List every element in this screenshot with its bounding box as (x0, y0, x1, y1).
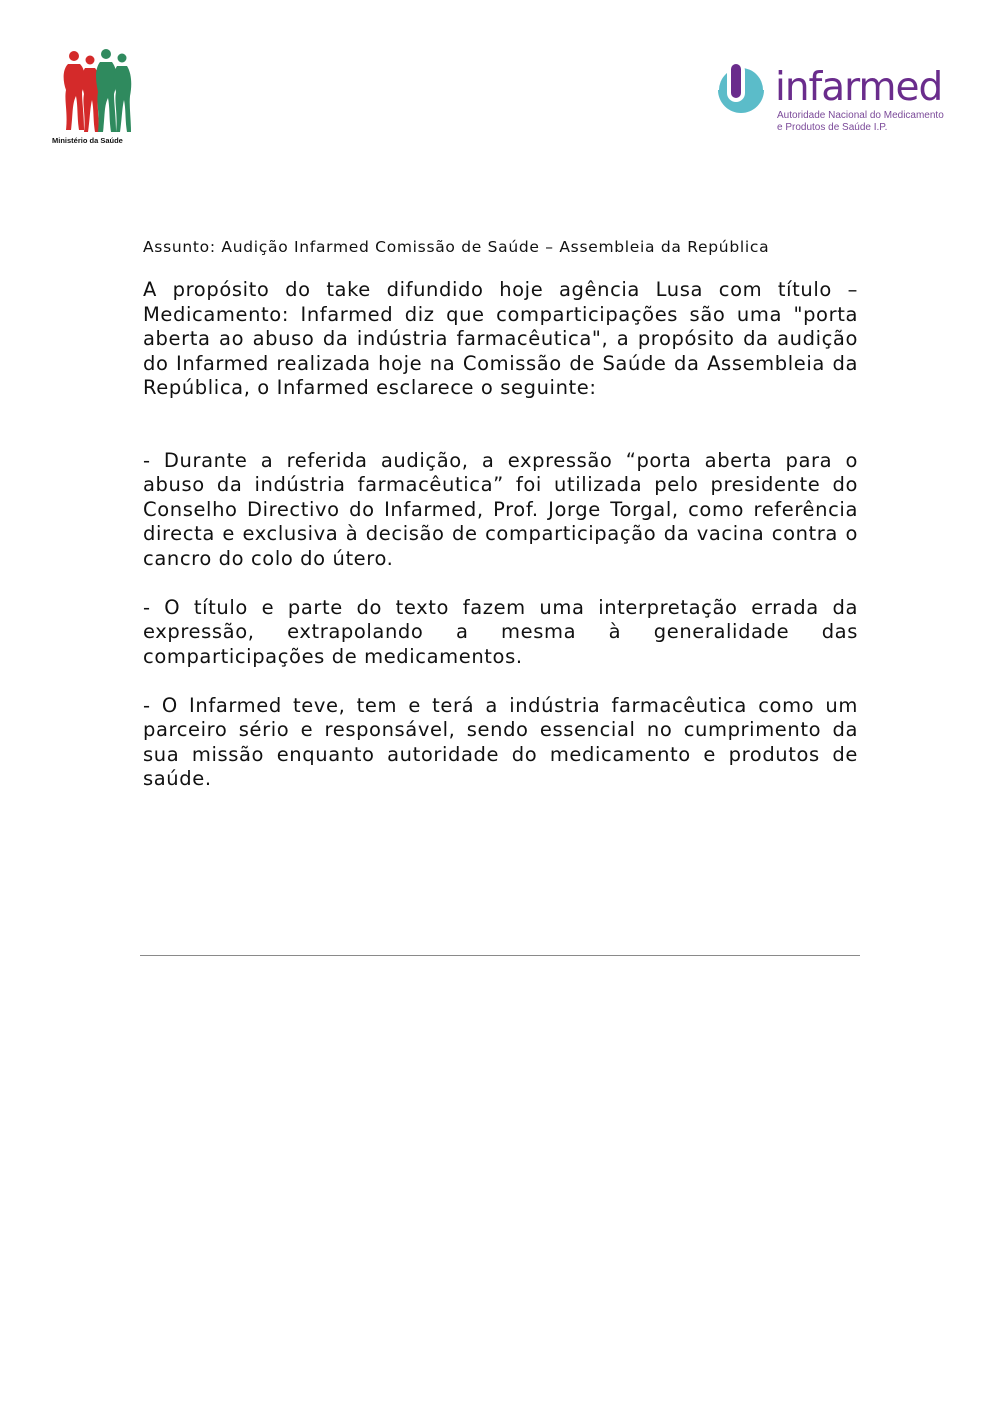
intro-paragraph: A propósito do take difundido hoje agência Lusa com título – Medicamento: Infarmed diz que comparticipações são uma "porta aberta ao abuso da indústria farmacêutica", a propósito da audição do Infarmed realizada hoje na Comissão de Saúde da Assembleia da República, o Infarmed esclarece o seguinte: (143, 278, 858, 399)
divider-line (140, 955, 860, 956)
brand-tagline (777, 110, 944, 134)
infarmed-logo (714, 62, 944, 142)
brand-name: infarmed (775, 65, 943, 110)
ministerio-da-saude-logo (52, 48, 152, 145)
brand-tagline-line-1: Autoridade Nacional do Medicamento (777, 110, 944, 121)
point-paragraph-3: - O Infarmed teve, tem e terá a indústria farmacêutica como um parceiro sério e responsável, sendo essencial no cumprimento da sua missão enquanto autoridade do medicamento e produtos de saúde. (143, 693, 858, 790)
ministry-caption: Ministério da Saúde (52, 136, 123, 145)
brand-tagline-line-2: e Produtos de Saúde I.P. (777, 122, 888, 133)
point-paragraph-2: - O título e parte do texto fazem uma interpretação errada da expressão, extrapolando a mesma à generalidade das comparticipações de medicamentos. (143, 595, 858, 668)
document-body (143, 278, 858, 792)
subject-line: Assunto: Audição Infarmed Comissão de Saúde – Assembleia da República (143, 238, 770, 256)
point-paragraph-1: - Durante a referida audição, a expressão “porta aberta para o abuso da indústria farmacêutica” foi utilizada pelo presidente do Conselho Directivo do Infarmed, Prof. Jorge Torgal, como referência directa e exclusiva à decisão de comparticipação da vacina contra o cancro do colo do útero. (143, 448, 858, 570)
ministry-figures-emblem-icon (60, 48, 136, 134)
infarmed-mark-icon (714, 62, 770, 120)
